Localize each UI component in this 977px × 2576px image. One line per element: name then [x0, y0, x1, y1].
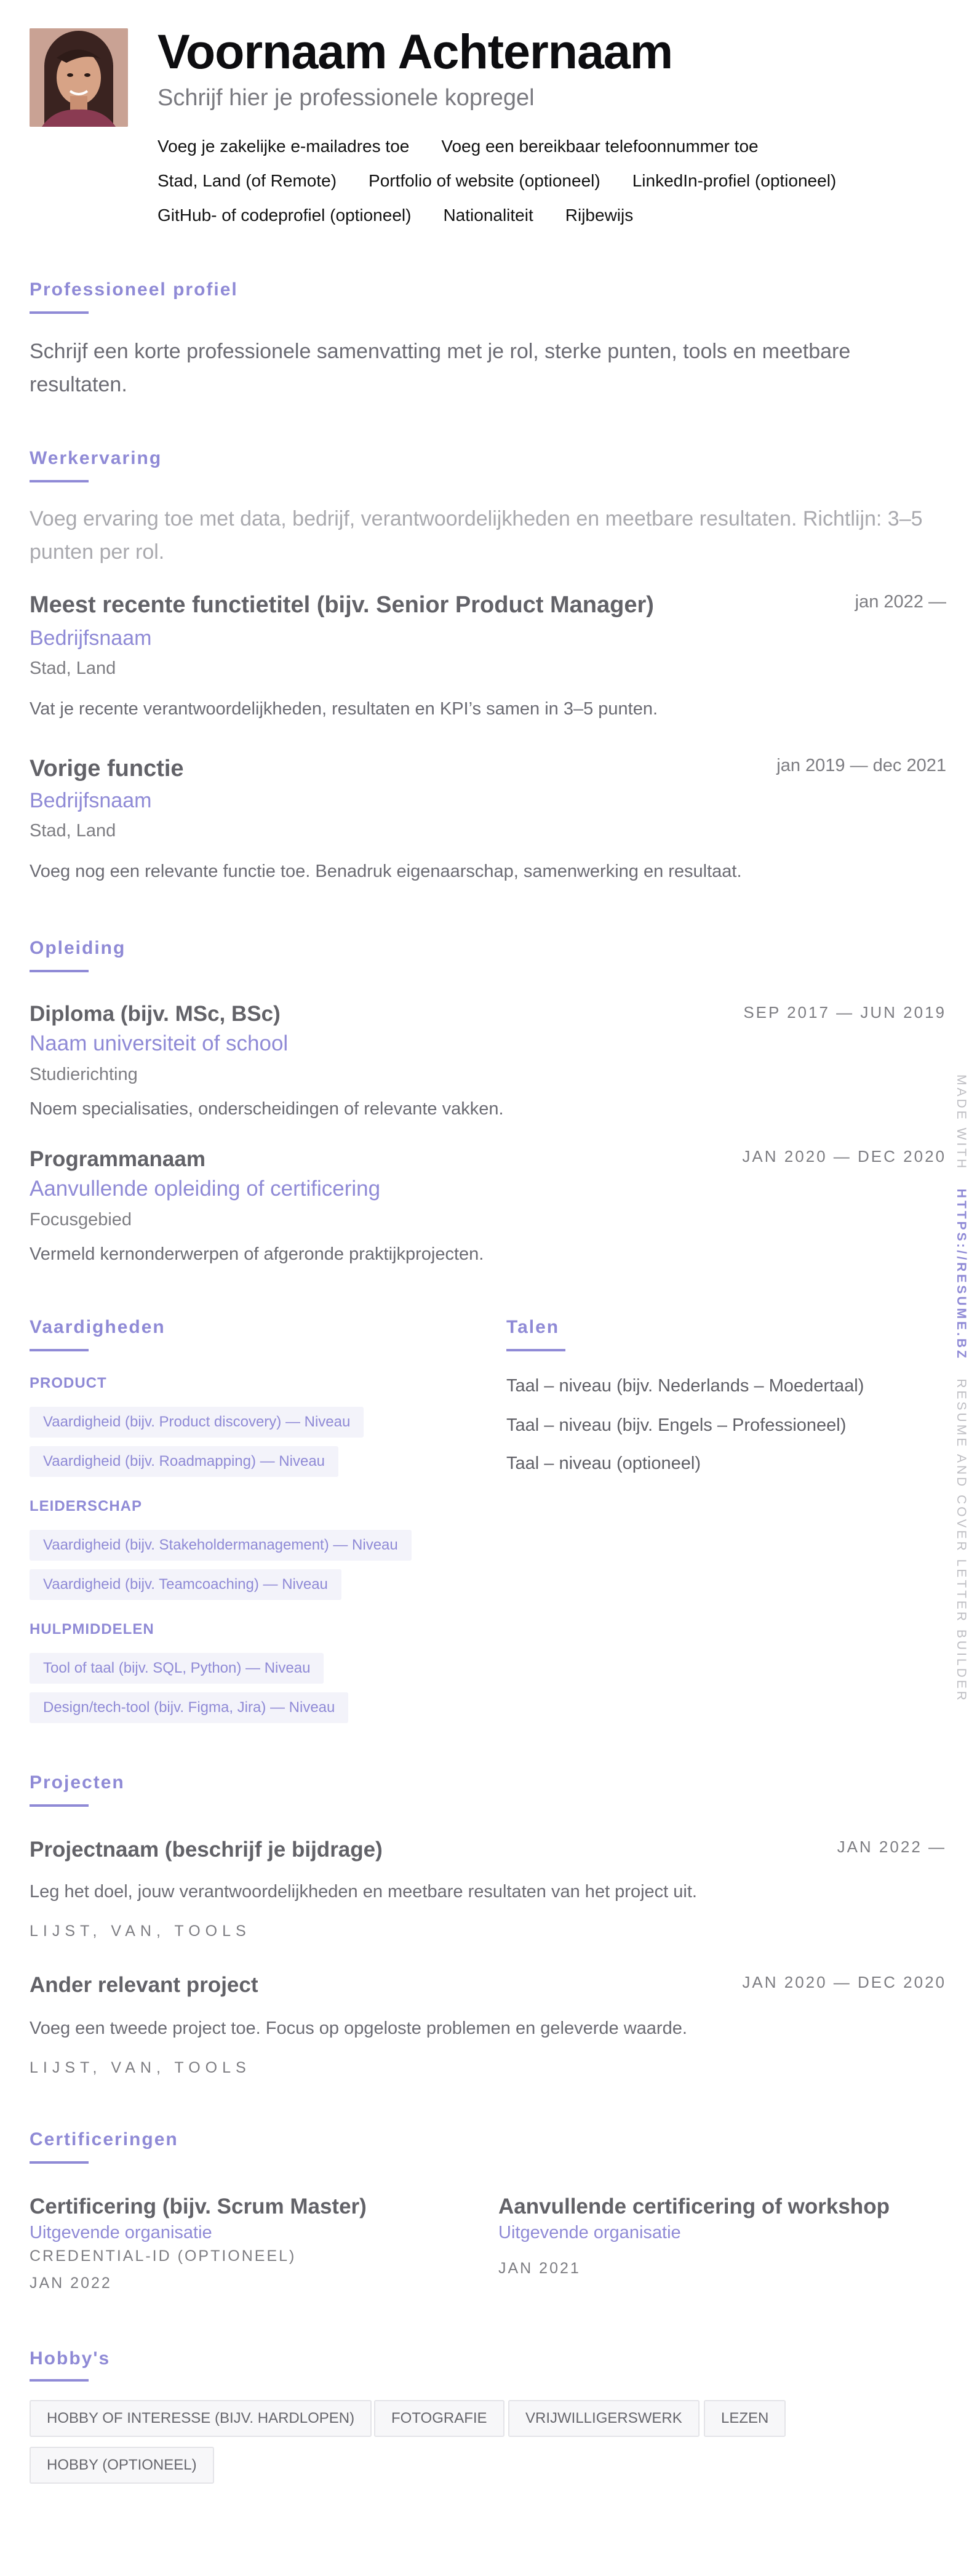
cert-credential: CREDENTIAL-ID (OPTIONEEL): [30, 2247, 297, 2265]
project-dates: JAN 2020 — DEC 2020: [742, 1973, 946, 1991]
resume-bz-link[interactable]: HTTPS://RESUME.BZ: [954, 1188, 968, 1361]
education-description: Noem specialisaties, onderscheidingen of relevante vakken.: [30, 1099, 504, 1119]
candidate-headline: Schrijf hier je professionele kopregel: [158, 85, 535, 111]
project-title: Projectnaam (beschrijf je bijdrage): [30, 1838, 383, 1862]
section-title-projects: Projecten: [30, 1772, 125, 1793]
section-rule: [30, 1804, 89, 1807]
section-rule: [30, 1349, 89, 1351]
cert-date: JAN 2022: [30, 2274, 112, 2292]
project-description: Voeg een tweede project toe. Focus op opgeloste problemen en geleverde waarde.: [30, 2018, 687, 2038]
section-rule: [30, 311, 89, 314]
education-school: Naam universiteit of school: [30, 1031, 289, 1055]
contact-row-3: [158, 206, 633, 225]
section-title-hobbies: Hobby's: [30, 2348, 111, 2369]
contact-row-1: [158, 137, 759, 156]
phone-field[interactable]: Voeg een bereikbaar telefoonnummer toe: [441, 137, 759, 156]
job-description: Voeg nog een relevante functie toe. Benadruk eigenaarschap, samenwerking en resultaat.: [30, 862, 742, 881]
section-title-languages: Talen: [506, 1317, 560, 1337]
skill-category: PRODUCT: [30, 1375, 107, 1391]
education-field: Studierichting: [30, 1065, 138, 1084]
education-description: Vermeld kernonderwerpen of afgeronde praktijkprojecten.: [30, 1244, 484, 1264]
skill-chip: Vaardigheid (bijv. Product discovery) — Niveau: [30, 1407, 364, 1438]
section-title-education: Opleiding: [30, 938, 126, 958]
job-dates: jan 2019 — dec 2021: [776, 756, 946, 775]
made-with-note: [954, 1074, 968, 1703]
email-field[interactable]: Voeg je zakelijke e-mailadres toe: [158, 137, 410, 156]
location-field: Stad, Land (of Remote): [158, 171, 337, 190]
section-rule: [30, 2161, 89, 2164]
education-school: Aanvullende opleiding of certificering: [30, 1177, 381, 1201]
language-item: Taal – niveau (bijv. Engels – Professioneel): [506, 1415, 847, 1435]
cert-title: Certificering (bijv. Scrum Master): [30, 2194, 367, 2218]
language-item: Taal – niveau (optioneel): [506, 1454, 701, 1473]
language-item: Taal – niveau (bijv. Nederlands – Moedertaal): [506, 1376, 864, 1396]
job-company: Bedrijfsnaam: [30, 789, 152, 812]
driving-licence-field: Rijbewijs: [565, 206, 634, 225]
skill-chip: Design/tech-tool (bijv. Figma, Jira) — Niveau: [30, 1692, 348, 1723]
project-tools: LIJST, VAN, TOOLS: [30, 1922, 251, 1940]
section-rule: [30, 970, 89, 972]
section-rule: [30, 2379, 89, 2382]
skill-chip: Vaardigheid (bijv. Teamcoaching) — Niveau: [30, 1569, 341, 1600]
education-dates: JAN 2020 — DEC 2020: [742, 1147, 946, 1166]
skill-category: HULPMIDDELEN: [30, 1621, 154, 1638]
project-title: Ander relevant project: [30, 1973, 258, 1997]
candidate-name: Voornaam Achternaam: [158, 24, 673, 79]
job-company: Bedrijfsnaam: [30, 626, 152, 650]
cert-title: Aanvullende certificering of workshop: [498, 2194, 890, 2218]
linkedin-link[interactable]: LinkedIn-profiel (optioneel): [632, 171, 837, 190]
skill-category: LEIDERSCHAP: [30, 1498, 143, 1514]
job-location: Stad, Land: [30, 821, 116, 841]
education-field: Focusgebied: [30, 1210, 132, 1230]
job-location: Stad, Land: [30, 658, 116, 678]
hobby-tag: HOBBY (OPTIONEEL): [30, 2447, 214, 2484]
made-with-suffix: RESUME AND COVER LETTER BUILDER: [954, 1378, 968, 1703]
job-dates: jan 2022 —: [855, 592, 946, 612]
job-title: Meest recente functietitel (bijv. Senior Product Manager): [30, 592, 654, 618]
section-rule: [506, 1349, 565, 1351]
education-degree: Programmanaam: [30, 1147, 205, 1171]
hobby-tag: FOTOGRAFIE: [374, 2400, 504, 2437]
section-title-certifications: Certificeringen: [30, 2129, 178, 2150]
job-description: Vat je recente verantwoordelijkheden, resultaten en KPI’s samen in 3–5 punten.: [30, 699, 658, 719]
section-rule: [30, 480, 89, 482]
hobby-tag: LEZEN: [704, 2400, 786, 2437]
section-title-skills: Vaardigheden: [30, 1317, 165, 1337]
skill-chip: Vaardigheid (bijv. Stakeholdermanagement) — Niveau: [30, 1530, 412, 1561]
job-title: Vorige functie: [30, 756, 184, 782]
nationality-field: Nationaliteit: [443, 206, 533, 225]
profile-summary: Schrijf een korte professionele samenvatting met je rol, sterke punten, tools en meetbare resultaten.: [30, 340, 851, 396]
hobby-tag: VRIJWILLIGERSWERK: [508, 2400, 700, 2437]
section-title-experience: Werkervaring: [30, 448, 162, 468]
contact-row-2: [158, 171, 836, 191]
education-dates: SEP 2017 — JUN 2019: [743, 1003, 946, 1022]
portfolio-link[interactable]: Portfolio of website (optioneel): [369, 171, 600, 190]
cert-org: Uitgevende organisatie: [30, 2223, 212, 2242]
cert-date: JAN 2021: [498, 2260, 581, 2277]
github-link[interactable]: GitHub- of codeprofiel (optioneel): [158, 206, 412, 225]
education-degree: Diploma (bijv. MSc, BSc): [30, 1002, 281, 1026]
cert-org: Uitgevende organisatie: [498, 2223, 681, 2242]
section-title-profile: Professioneel profiel: [30, 279, 238, 300]
hobby-tag: HOBBY OF INTERESSE (BIJV. HARDLOPEN): [30, 2400, 372, 2437]
made-with-prefix: MADE WITH: [954, 1074, 968, 1171]
skill-chip: Vaardigheid (bijv. Roadmapping) — Niveau: [30, 1446, 338, 1477]
profile-photo: [30, 28, 128, 127]
project-dates: JAN 2022 —: [837, 1838, 946, 1856]
project-tools: LIJST, VAN, TOOLS: [30, 2059, 251, 2076]
experience-hint: Voeg ervaring toe met data, bedrijf, verantwoordelijkheden en meetbare resultaten. Richtlijn: 3–5 punten per rol.: [30, 507, 923, 564]
project-description: Leg het doel, jouw verantwoordelijkheden en meetbare resultaten van het project uit.: [30, 1882, 697, 1902]
skill-chip: Tool of taal (bijv. SQL, Python) — Niveau: [30, 1653, 324, 1684]
